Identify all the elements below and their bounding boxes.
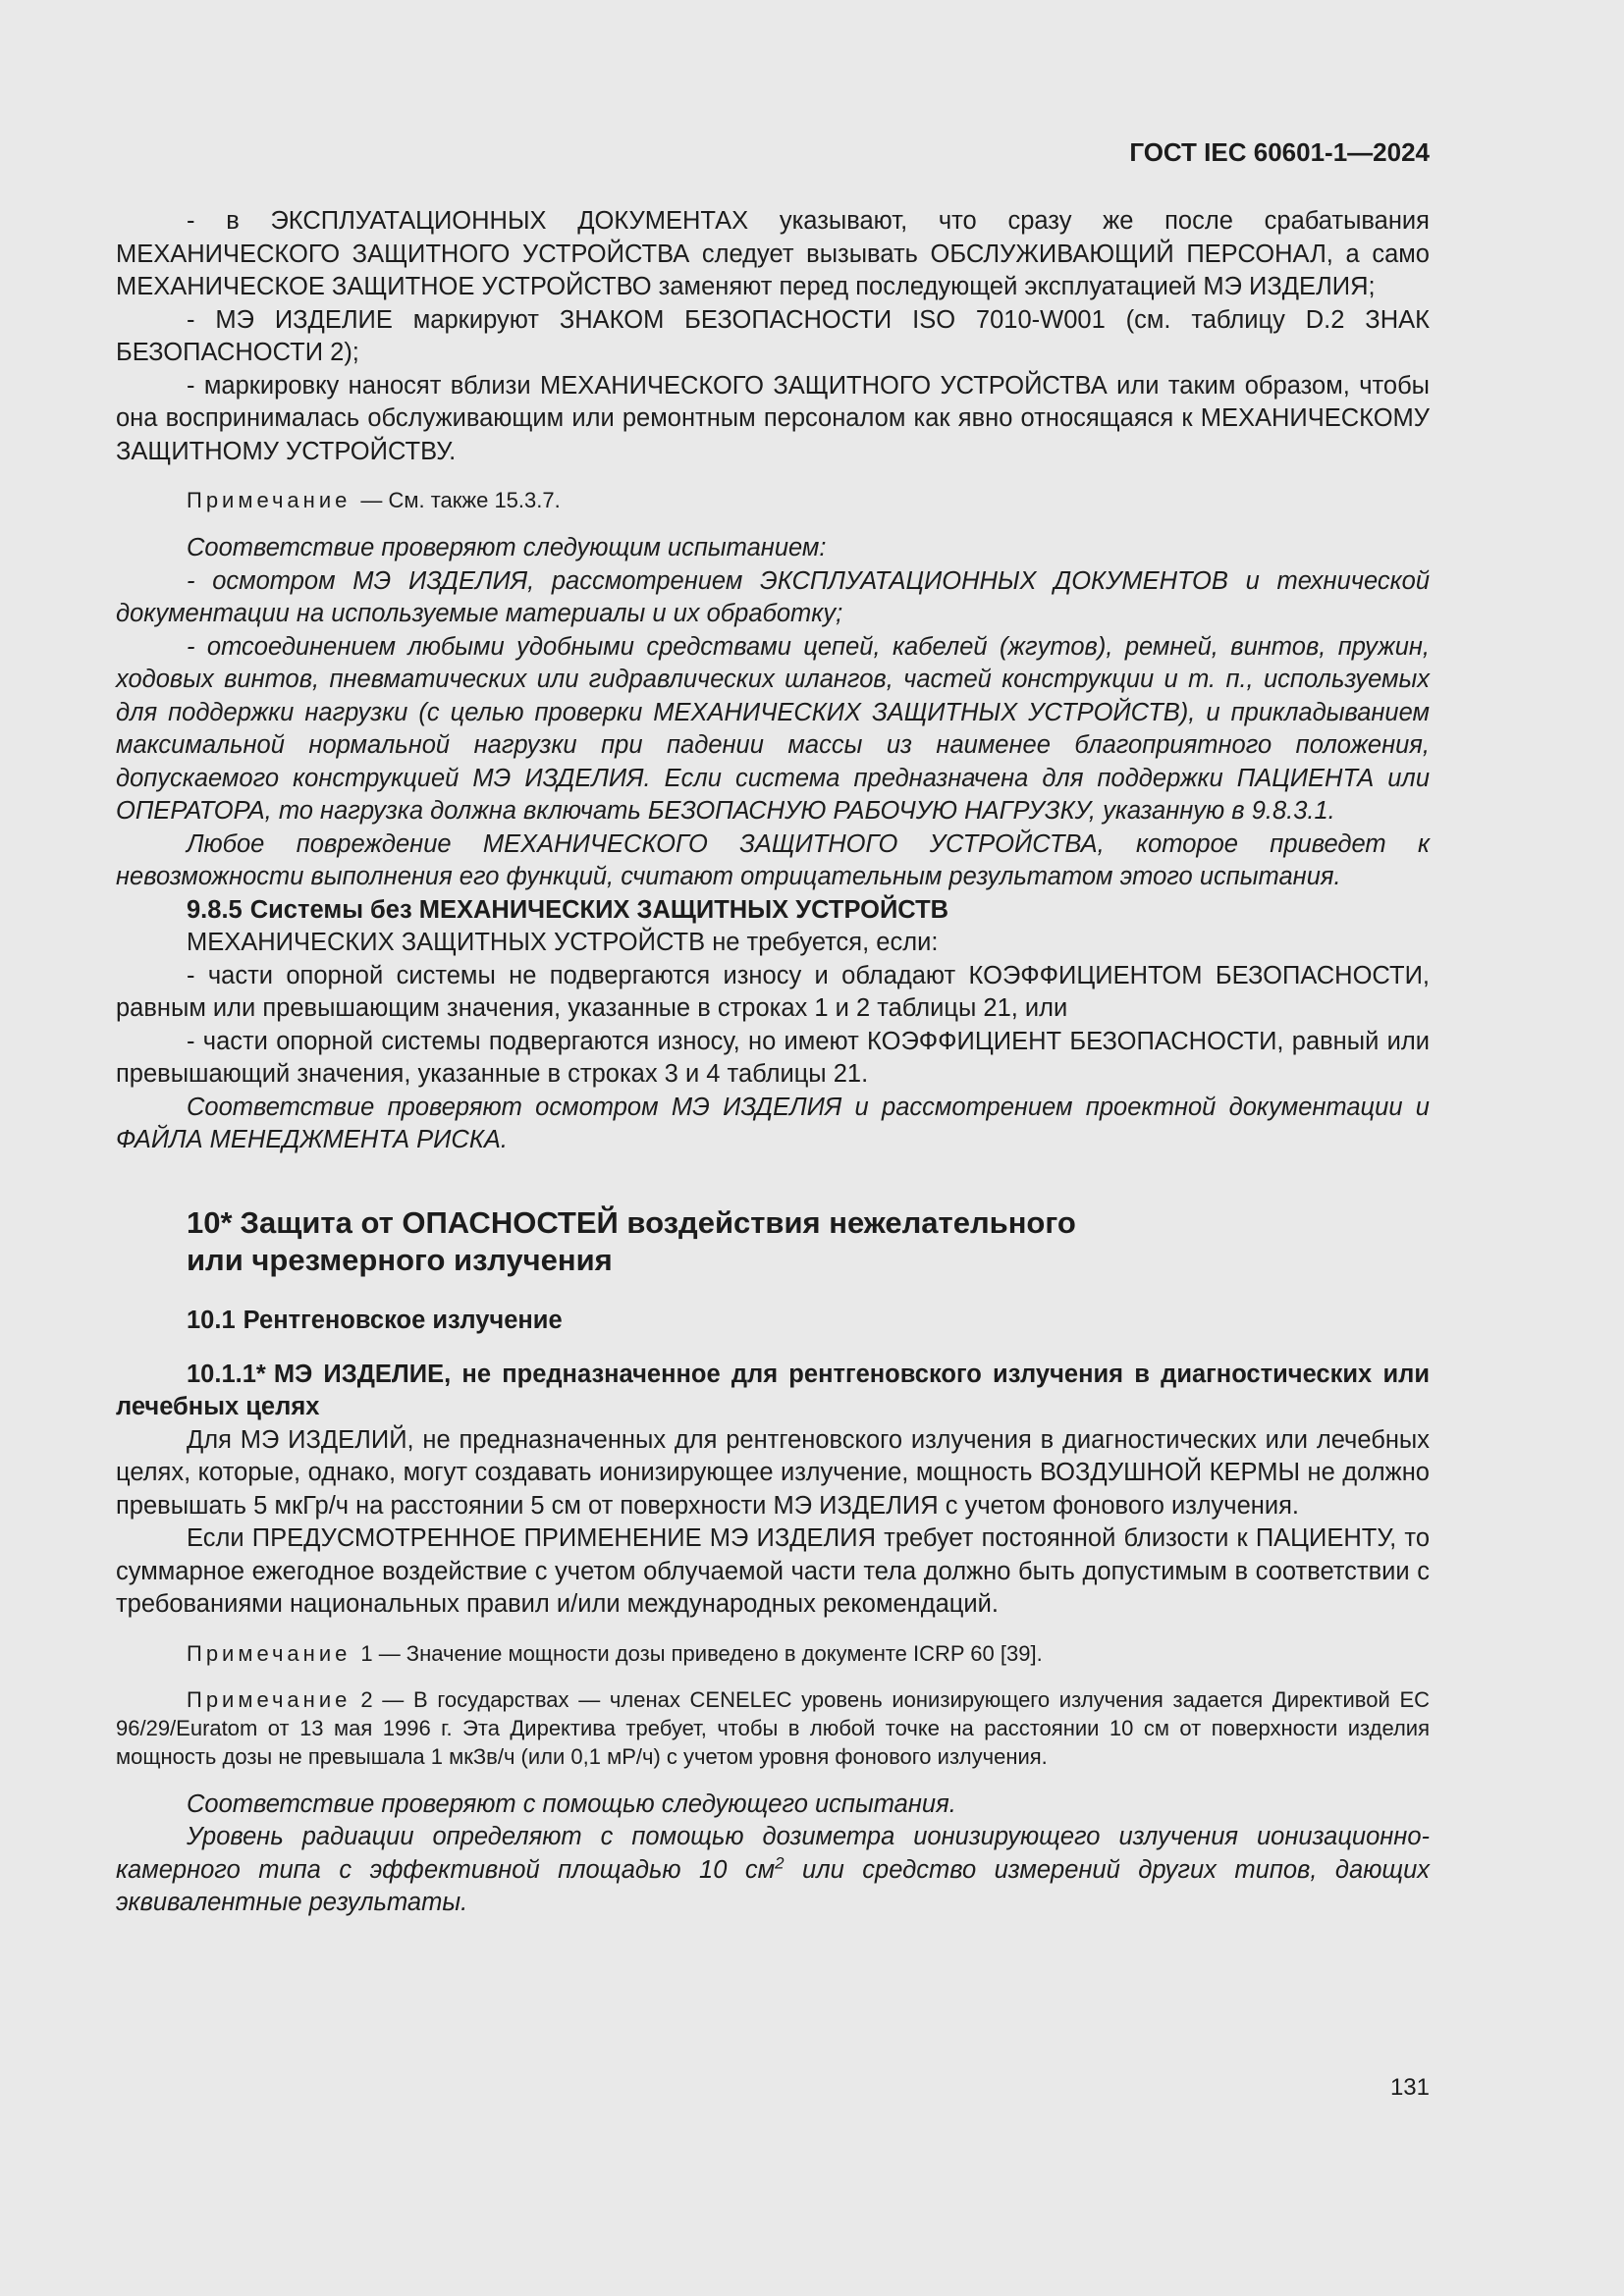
document-page <box>116 137 1430 1920</box>
note-text: 2 — В государствах — членах CENELEC уровень ионизирующего излучения задается Директивой ЕС 96/29/Euratom от 13 мая 1996 г. Эта Директива требует, чтобы в любой точке на расстоянии 10 см от поверхности изделия мощность дозы не превышала 1 мкЗв/ч (или 0,1 мР/ч) с учетом уровня фонового излучения. <box>116 1686 1430 1769</box>
note-text: 1 — Значение мощности дозы приведено в документе ICRP 60 [39]. <box>360 1640 1043 1666</box>
section-heading-9-8-5 <box>116 894 1430 928</box>
paragraph: - в ЭКСПЛУАТАЦИОННЫХ ДОКУМЕНТАХ указывают, что сразу же после срабатывания МЕХАНИЧЕСКОГО ЗАЩИТНОГО УСТРОЙСТВА следует вызывать ОБСЛУЖИВАЮЩИЙ ПЕРСОНАЛ, а само МЕХАНИЧЕСКОЕ ЗАЩИТНОЕ УСТРОЙСТВО заменяют перед последующей эксплуатацией МЭ ИЗДЕЛИЯ; <box>116 207 1430 300</box>
compliance-paragraph: - осмотром МЭ ИЗДЕЛИЯ, рассмотрением ЭКСПЛУАТАЦИОННЫХ ДОКУМЕНТОВ и технической документации на используемые материалы и их обработку; <box>116 566 1430 627</box>
section-number: 10.1 <box>187 1306 236 1334</box>
section-title: Рентгеновское излучение <box>243 1306 563 1334</box>
section-title-line1: Защита от ОПАСНОСТЕЙ воздействия нежелательного <box>240 1204 1076 1240</box>
section-heading-10 <box>187 1204 1430 1279</box>
paragraph: - части опорной системы не подвергаются износу и обладают КОЭФФИЦИЕНТОМ БЕЗОПАСНОСТИ, равным или превышающим значения, указанные в строках 1 и 2 таблицы 21, или <box>116 961 1430 1022</box>
note-label: Примечание <box>187 1640 352 1666</box>
note-text: — См. также 15.3.7. <box>360 488 561 512</box>
section-title: Системы без МЕХАНИЧЕСКИХ ЗАЩИТНЫХ УСТРОЙСТВ <box>249 895 949 924</box>
compliance-paragraph: Соответствие проверяют с помощью следующего испытания. <box>187 1789 956 1818</box>
compliance-paragraph: Любое повреждение МЕХАНИЧЕСКОГО ЗАЩИТНОГО УСТРОЙСТВА, которое приведет к невозможности выполнения его функций, считают отрицательным результатом этого испытания. <box>116 829 1430 890</box>
text-part: или средство измерений других типов, дающих эквивалентные результаты. <box>116 1855 1430 1916</box>
note <box>116 1685 1430 1771</box>
paragraph: - маркировку наносят вблизи МЕХАНИЧЕСКОГО ЗАЩИТНОГО УСТРОЙСТВА или таким образом, чтобы она воспринималась обслуживающим или ремонтным персоналом как явно относящаяся к МЕХАНИЧЕСКОМУ ЗАЩИТНОМУ УСТРОЙСТВУ. <box>116 371 1430 465</box>
compliance-paragraph: Соответствие проверяют следующим испытанием: <box>187 534 827 561</box>
paragraph: Если ПРЕДУСМОТРЕННОЕ ПРИМЕНЕНИЕ МЭ ИЗДЕЛИЯ требует постоянной близости к ПАЦИЕНТУ, то суммарное ежегодное воздействие с учетом облучаемой части тела должно быть допустимым в соответствии с требованиями национальных правил и/или международных рекомендаций. <box>116 1524 1430 1618</box>
section-heading-10-1 <box>187 1305 1430 1337</box>
section-number: 9.8.5 <box>187 895 243 924</box>
compliance-paragraph: - отсоединением любыми удобными средствами цепей, кабелей (жгутов), ремней, винтов, пружин, ходовых винтов, пневматических или гидравлических шлангов, частей конструкции и т. п., используемых для поддержки нагрузки (с целью проверки МЕХАНИЧЕСКИХ ЗАЩИТНЫХ УСТРОЙСТВ), и прикладыванием максимальной нормальной нагрузки при падении массы из наименее благоприятного положения, допускаемого конструкцией МЭ ИЗДЕЛИЯ. Если система предназначена для поддержки ПАЦИЕНТА или ОПЕРАТОРА, то нагрузка должна включать БЕЗОПАСНУЮ РАБОЧУЮ НАГРУЗКУ, указанную в 9.8.3.1. <box>116 632 1430 825</box>
text-part: Уровень радиации определяют с помощью дозиметра ионизирующего излучения ионизационно-камерного типа с эффективной площадью 10 см <box>116 1823 1430 1884</box>
note <box>116 1639 1430 1668</box>
note-label: Примечание <box>187 1686 352 1712</box>
section-title: МЭ ИЗДЕЛИЕ, не предназначенное для рентгеновского излучения в диагностических или лечебных целях <box>116 1360 1430 1420</box>
section-number: 10.1.1* <box>187 1360 266 1388</box>
document-code: ГОСТ IEC 60601-1—2024 <box>1129 137 1430 167</box>
paragraph: Для МЭ ИЗДЕЛИЙ, не предназначенных для рентгеновского излучения в диагностических или лечебных целях, которые, однако, могут создавать ионизирующее излучение, мощность ВОЗДУШНОЙ КЕРМЫ не должно превышать 5 мкГр/ч на расстоянии 5 см от поверхности МЭ ИЗДЕЛИЯ с учетом фонового излучения. <box>116 1425 1430 1520</box>
note-label: Примечание <box>187 488 352 512</box>
paragraph: МЕХАНИЧЕСКИХ ЗАЩИТНЫХ УСТРОЙСТВ не требуется, если: <box>187 929 939 956</box>
section-number: 10* <box>187 1204 233 1240</box>
page-number: 131 <box>1389 2074 1430 2101</box>
note <box>116 486 1430 514</box>
superscript: 2 <box>775 1853 785 1872</box>
compliance-paragraph <box>116 1821 1430 1920</box>
section-heading-10-1-1 <box>116 1359 1430 1424</box>
paragraph: - МЭ ИЗДЕЛИЕ маркируют ЗНАКОМ БЕЗОПАСНОСТИ ISO 7010-W001 (см. таблицу D.2 ЗНАК БЕЗОПАСНОСТИ 2); <box>116 305 1430 366</box>
section-title-line2: или чрезмерного излучения <box>187 1242 613 1277</box>
paragraph: - части опорной системы подвергаются износу, но имеют КОЭФФИЦИЕНТ БЕЗОПАСНОСТИ, равный или превышающий значения, указанные в строках 3 и 4 таблицы 21. <box>116 1027 1430 1088</box>
compliance-paragraph: Соответствие проверяют осмотром МЭ ИЗДЕЛИЯ и рассмотрением проектной документации и ФАЙЛА МЕНЕДЖМЕНТА РИСКА. <box>116 1093 1430 1153</box>
